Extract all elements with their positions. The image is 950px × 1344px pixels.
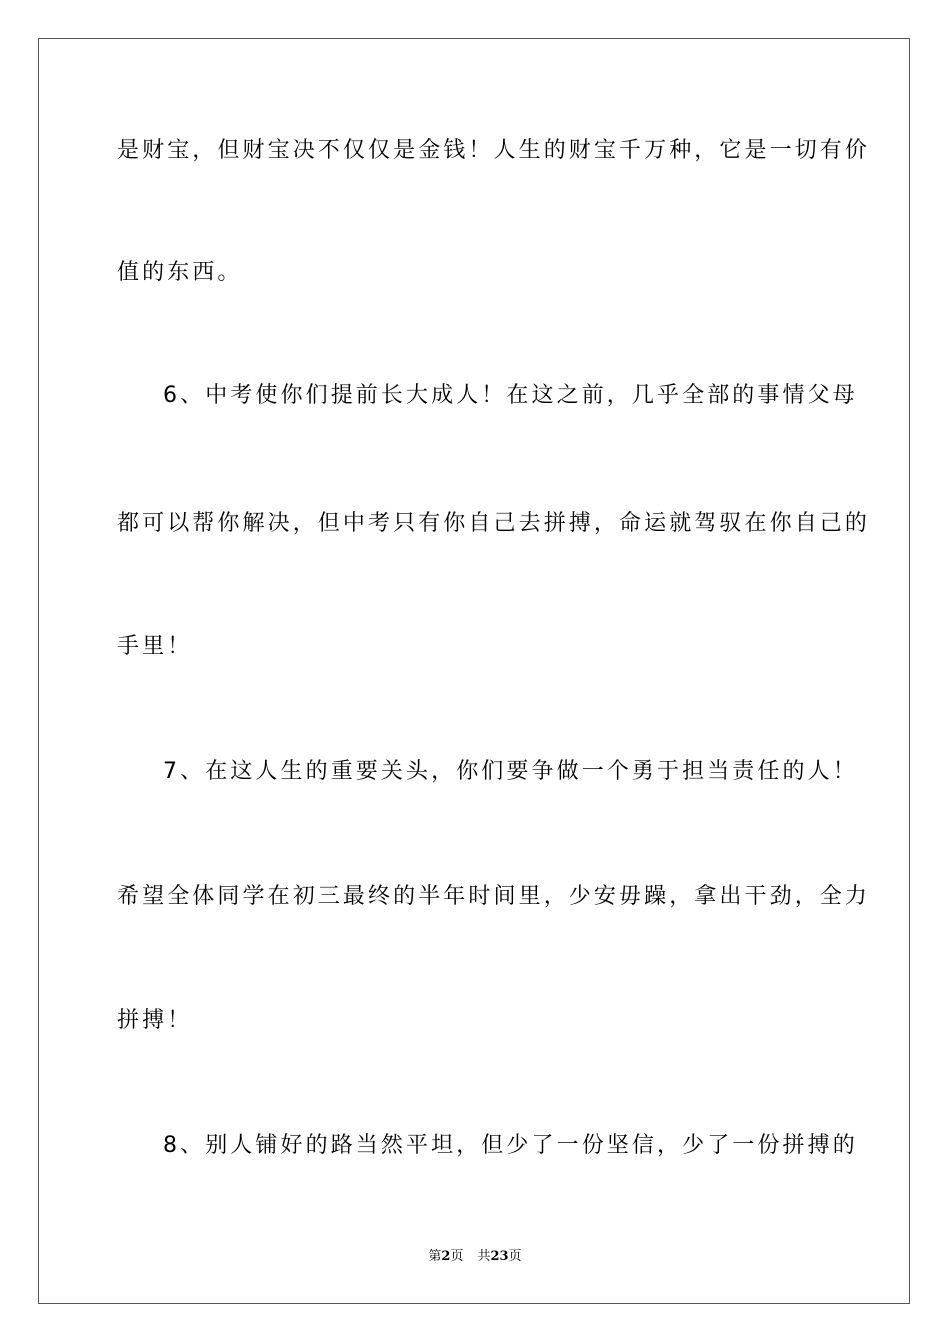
footer-page-prefix: 第 xyxy=(428,1249,442,1264)
text-line-4: 都可以帮你解决，但中考只有你自己去拼搏，命运就驾驭在你自己的 xyxy=(117,511,871,536)
text-line-8: 拼搏！ xyxy=(117,1008,193,1033)
text-line-5: 手里！ xyxy=(117,634,193,659)
text-line-9: 8、别人铺好的路当然平坦，但少了一份坚信，少了一份拼搏的 xyxy=(163,1133,858,1158)
footer-total-number: 23 xyxy=(490,1249,509,1264)
footer-total-suffix: 页 xyxy=(508,1249,522,1264)
footer-total-prefix: 共 xyxy=(477,1249,491,1264)
text-line-2: 值的东西。 xyxy=(117,260,243,285)
text-line-1: 是财宝，但财宝决不仅仅是金钱！人生的财宝千万种，它是一切有价 xyxy=(117,138,871,163)
text-line-6: 7、在这人生的重要关头，你们要争做一个勇于担当责任的人！ xyxy=(163,759,858,784)
text-line-7: 希望全体同学在初三最终的半年时间里，少安毋躁，拿出干劲，全力 xyxy=(117,884,871,909)
footer-page-number: 2 xyxy=(441,1249,451,1264)
footer-page-suffix: 页 xyxy=(450,1249,464,1264)
text-line-3: 6、中考使你们提前长大成人！在这之前，几乎全部的事情父母 xyxy=(163,383,858,408)
page-frame xyxy=(38,38,910,1304)
page-footer xyxy=(0,1248,950,1266)
